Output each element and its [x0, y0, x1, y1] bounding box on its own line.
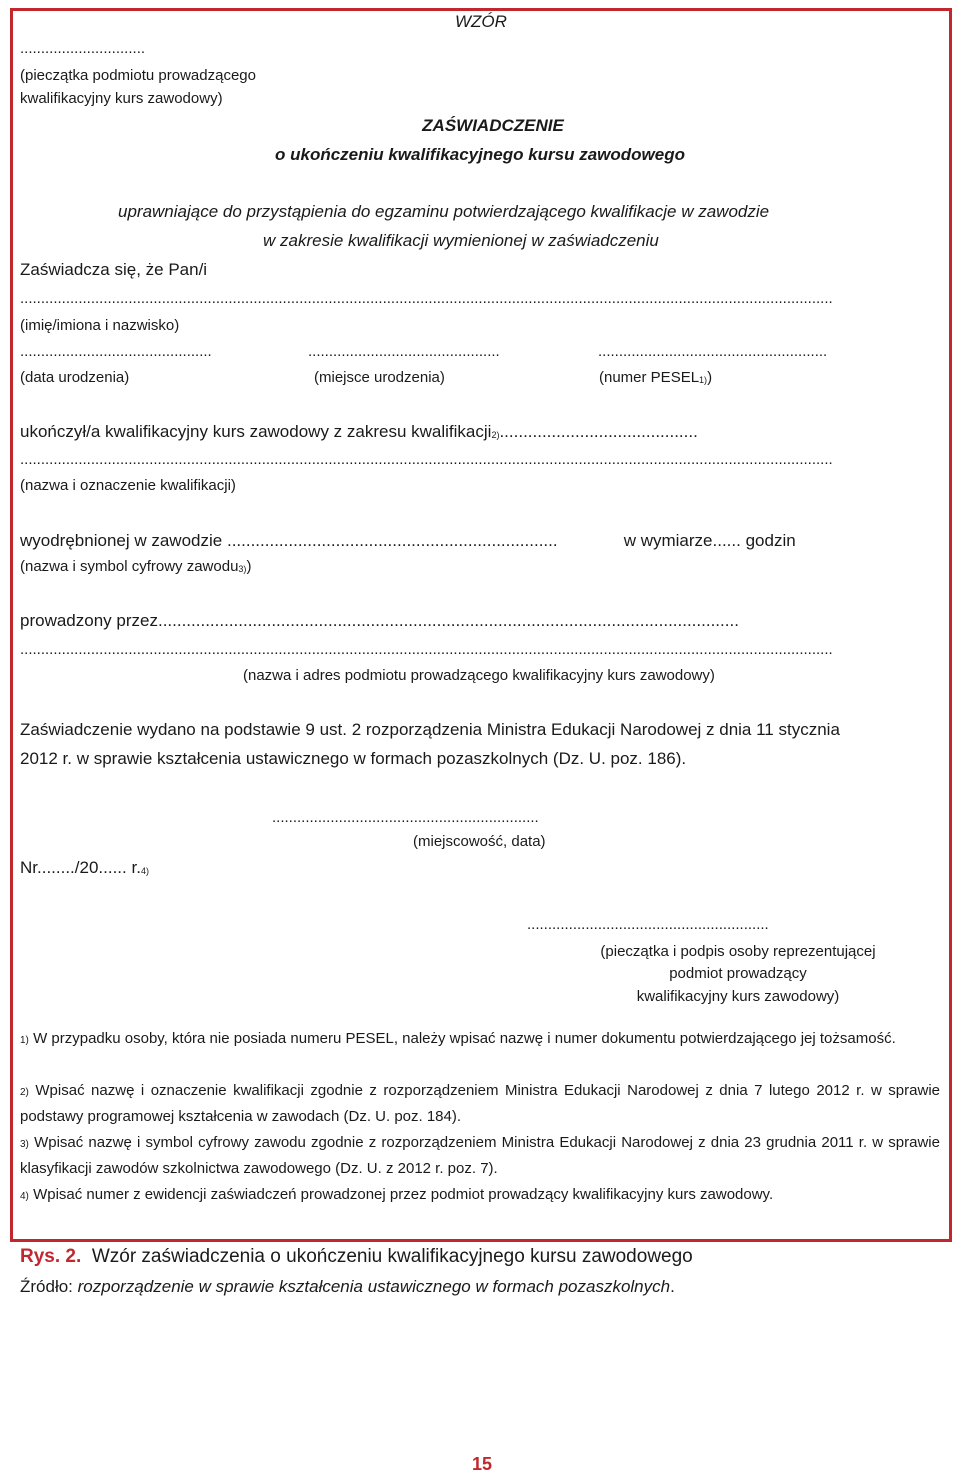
qualification-field: ................................................................................................................................................................................................... — [20, 451, 833, 468]
birth-date-label: (data urodzenia) — [20, 369, 130, 386]
run-by-line: prowadzony przez........................................................................................................................... — [20, 611, 739, 630]
stamp-dots: .............................. — [20, 40, 146, 57]
run-by-label: (nazwa i adres podmiotu prowadzącego kwalifikacyjny kurs zawodowy) — [243, 667, 715, 684]
stamp-label-2: kwalifikacyjny kurs zawodowy) — [20, 90, 223, 107]
profession-line: wyodrębnionej w zawodzie ...................................................................... w wymiarze...... godzin — [20, 531, 796, 550]
signature-field: .......................................................... — [527, 916, 769, 933]
pesel-label: (numer PESEL1)) — [599, 369, 713, 386]
document-subtitle: o ukończeniu kwalifikacyjnego kursu zawodowego — [275, 145, 685, 164]
footnote: 3) Wpisać nazwę i symbol cyfrowy zawodu zgodnie z rozporządzeniem Ministra Edukacji Narodowej z dnia 23 grudnia 2011 r. w sprawie klasyfikacji zawodów szkolnictwa zawodowego (Dz. U. z 2012 r. poz. 7). — [20, 1134, 940, 1177]
place-date-label: (miejscowość, data) — [413, 833, 546, 850]
basis-line-2: 2012 r. w sprawie kształcenia ustawicznego w formach pozaszkolnych (Dz. U. poz. 186). — [20, 749, 687, 768]
title-sub-2: w zakresie kwalifikacji wymienionej w zaświadczeniu — [263, 231, 659, 250]
footnote: 1) W przypadku osoby, która nie posiada numeru PESEL, należy wpisać nazwę i numer dokumentu potwierdzającego jej tożsamość. — [20, 1030, 896, 1047]
footnote: 2) Wpisać nazwę i oznaczenie kwalifikacji zgodnie z rozporządzeniem Ministra Edukacji Narodowej z dnia 7 lutego 2012 r. w sprawie podstawy programowej kształcenia w zawodach (Dz. U. poz. 184). — [20, 1082, 940, 1125]
signature-label-1: (pieczątka i podpis osoby reprezentującej — [600, 943, 876, 960]
title-sub-1: uprawniające do przystąpienia do egzaminu potwierdzającego kwalifikacje w zawodzie — [118, 202, 770, 221]
pesel-field: ....................................................... — [598, 343, 828, 360]
name-field: ................................................................................................................................................................................................... — [20, 290, 833, 307]
page-number: 15 — [472, 1454, 493, 1474]
certify-intro: Zaświadcza się, że Pan/i — [20, 260, 208, 279]
birth-place-field: .............................................. — [308, 343, 500, 360]
qualification-label: (nazwa i oznaczenie kwalifikacji) — [20, 477, 236, 494]
name-label: (imię/imiona i nazwisko) — [20, 317, 180, 334]
birth-date-field: .............................................. — [20, 343, 212, 360]
basis-line-1: Zaświadczenie wydano na podstawie 9 ust. 2 rozporządzenia Ministra Edukacji Narodowej z dnia 11 stycznia — [20, 720, 840, 739]
wzor-label: WZÓR — [455, 12, 507, 31]
profession-label: (nazwa i symbol cyfrowy zawodu3)) — [20, 558, 252, 575]
completed-line: ukończył/a kwalifikacyjny kurs zawodowy z zakresu kwalifikacji2).......................................... — [20, 422, 698, 441]
number-line: Nr......../20...... r.4) — [20, 858, 149, 877]
signature-label-3: kwalifikacyjny kurs zawodowy) — [636, 988, 840, 1005]
footnote: 4) Wpisać numer z ewidencji zaświadczeń prowadzonej przez podmiot prowadzący kwalifikacyjny kurs zawodowy. — [20, 1186, 774, 1203]
figure-source: Źródło: rozporządzenie w sprawie kształcenia ustawicznego w formach pozaszkolnych. — [20, 1277, 675, 1296]
stamp-label-1: (pieczątka podmiotu prowadzącego — [20, 67, 256, 84]
document-title: ZAŚWIADCZENIE — [422, 116, 564, 135]
birth-place-label: (miejsce urodzenia) — [314, 369, 445, 386]
run-by-field: ................................................................................................................................................................................................... — [20, 641, 833, 658]
figure-caption: Rys. 2. Wzór zaświadczenia o ukończeniu kwalifikacyjnego kursu zawodowego — [20, 1246, 693, 1267]
signature-label-2: podmiot prowadzący — [669, 965, 807, 982]
place-date-field: ................................................................ — [272, 809, 539, 826]
